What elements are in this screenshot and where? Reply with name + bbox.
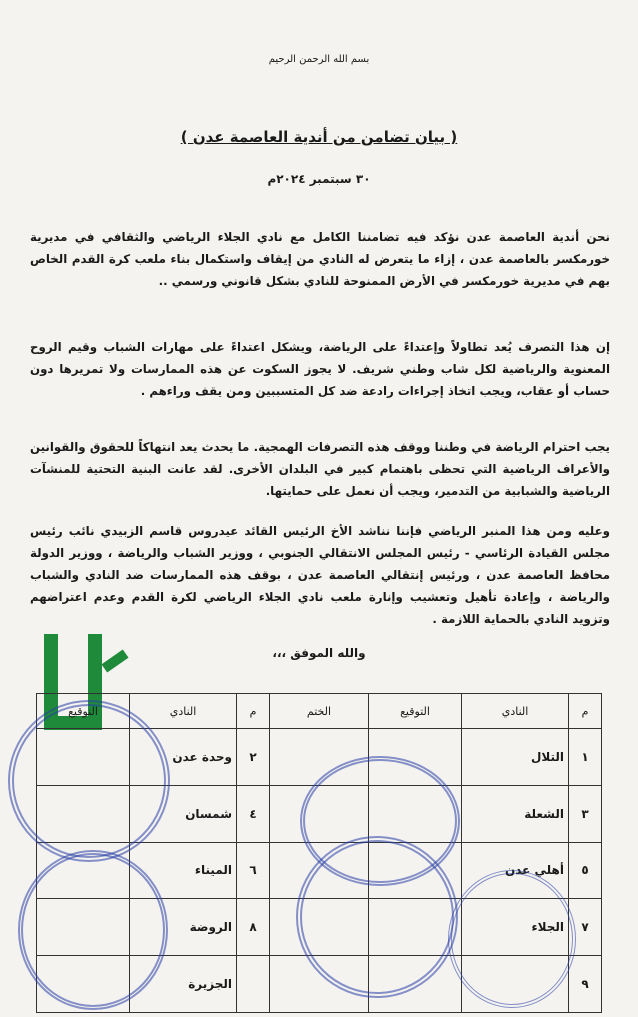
paragraph-2: إن هذا التصرف يُعد تطاولاً وإعتداءً على الرياضة، ويشكل اعتداءً على مهارات الشباب وقيم الروح المعنوية والرياضية لكل شاب وطني شريف. لا يجوز السكوت عن هذه الممارسات ولا تمريرها دون حساب أو عقاب، ويجب اتخاذ إجراءات رادعة ضد كل المتسببين ومن يقف وراءهم . bbox=[30, 340, 610, 398]
closing-line: والله الموفق ،،، bbox=[272, 646, 366, 660]
header-signature-right: التوقيع bbox=[369, 694, 462, 729]
stamp-cell bbox=[270, 729, 369, 786]
stamp-cell bbox=[270, 899, 369, 956]
stamp-cell bbox=[270, 785, 369, 842]
row-num-right: ٩ bbox=[569, 956, 602, 1013]
table-row bbox=[37, 785, 602, 842]
row-num-right: ١ bbox=[569, 729, 602, 786]
signature-cell bbox=[37, 729, 130, 786]
row-club-left: الجزيرة bbox=[130, 956, 237, 1013]
row-club-right: الجلاء bbox=[462, 899, 569, 956]
signature-cell bbox=[369, 785, 462, 842]
basmala: بسم الله الرحمن الرحيم bbox=[268, 54, 370, 65]
paragraph-4: وعليه ومن هذا المنبر الرياضي فإننا نناشد الأخ الرئيس القائد عيدروس قاسم الزبيدي نائب رئيس مجلس القيادة الرئاسي - رئيس المجلس الانتقالي الجنوبي ، ووزير الشباب والرياضة ، ووزير الدولة محافظ العاصمة عدن ، ورئيس إنتقالي العاصمة عدن ، بوقف هذه الممارسات ضد النادي والشباب والرياضة ، وإعادة تأهيل وتعشيب وإنارة ملعب نادي الجلاء الرياضي لكرة القدم وعدم اعتراضهم وتزويد النادي بالحماية اللازمة . bbox=[30, 524, 610, 626]
header-stamp-right: الختم bbox=[270, 694, 369, 729]
signature-cell bbox=[369, 842, 462, 899]
header-club-right: النادي bbox=[462, 694, 569, 729]
header-num-left: م bbox=[237, 694, 270, 729]
row-club-right: التلال bbox=[462, 729, 569, 786]
stamp-cell bbox=[270, 842, 369, 899]
signature-cell bbox=[37, 899, 130, 956]
paragraph-1: نحن أندية العاصمة عدن نؤكد فيه تضامننا الكامل مع نادي الجلاء الرياضي والثقافي في مديرية خورمكسر بالعاصمة عدن ، إزاء ما يتعرض له النادي من إيقاف واستكمال بناء ملعب كرة القدم الخاص بهم في مديرية خورمكسر في الأرض الممنوحة للنادي بشكل قانوني ورسمي .. bbox=[30, 230, 610, 288]
table-row bbox=[37, 729, 602, 786]
stamp-cell bbox=[270, 956, 369, 1013]
signature-cell bbox=[37, 785, 130, 842]
row-num-left: ٨ bbox=[237, 899, 270, 956]
row-num-right: ٣ bbox=[569, 785, 602, 842]
row-num-right: ٧ bbox=[569, 899, 602, 956]
row-num-right: ٥ bbox=[569, 842, 602, 899]
row-club-left: الروضة bbox=[130, 899, 237, 956]
signature-cell bbox=[37, 956, 130, 1013]
table-row bbox=[37, 842, 602, 899]
paragraph-3: يجب احترام الرياضة في وطننا ووقف هذه التصرفات الهمجية. ما يحدث يعد انتهاكاً للحقوق والقوانين والأعراف الرياضية التي تحظى باهتمام كبير في البلدان الأخرى. لقد عانت البنية التحتية للمنشآت الرياضية والشبابية من التدمير، ويجب أن نعمل على حمايتها. bbox=[30, 440, 610, 498]
signature-cell bbox=[369, 899, 462, 956]
row-club-left: شمسان bbox=[130, 785, 237, 842]
header-signature-left: التوقيع bbox=[37, 694, 130, 729]
signature-cell bbox=[37, 842, 130, 899]
row-num-left bbox=[237, 956, 270, 1013]
table-header-row bbox=[37, 694, 602, 729]
header-num-right: م bbox=[569, 694, 602, 729]
row-club-left: وحدة عدن bbox=[130, 729, 237, 786]
row-club-left: الميناء bbox=[130, 842, 237, 899]
row-num-left: ٦ bbox=[237, 842, 270, 899]
signature-cell bbox=[369, 729, 462, 786]
document-title bbox=[0, 128, 638, 146]
header-club-left: النادي bbox=[130, 694, 237, 729]
table-row bbox=[37, 956, 602, 1013]
row-club-right: الشعلة bbox=[462, 785, 569, 842]
document-date: ٣٠ سبتمبر ٢٠٢٤م bbox=[267, 172, 371, 186]
signature-cell bbox=[369, 956, 462, 1013]
row-club-right bbox=[462, 956, 569, 1013]
table-row bbox=[37, 899, 602, 956]
row-num-left: ٤ bbox=[237, 785, 270, 842]
document-title-text: ( بيان تضامن من أندية العاصمة عدن ) bbox=[180, 128, 458, 146]
row-num-left: ٢ bbox=[237, 729, 270, 786]
signatures-table bbox=[36, 693, 602, 1013]
row-club-right: أهلي عدن bbox=[462, 842, 569, 899]
